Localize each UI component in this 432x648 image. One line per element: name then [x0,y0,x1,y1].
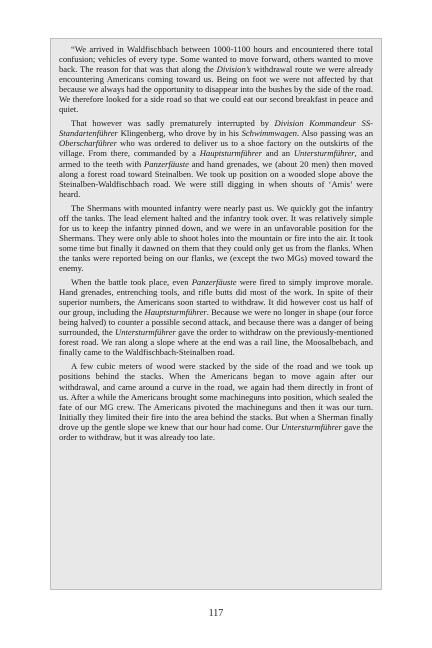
text-run: gave the order to withdraw on the previously-mentioned forest road. We ran along a slope where at the end was a rail line, the Moosalbebach, and finally came to the Waldfischbach-Steinalben road. [59,327,374,358]
quote-box [50,38,382,590]
text-run: The Shermans with mounted infantry were nearly past us. We quickly got the infantry off the tanks. The lead element halted and the infantry took over. It was relatively simple for us to keep the infantry pinned down, and we were in an unfavorable position for the Shermans. They were only able to shoot holes into the mountain or fire into the air. It took some time but finally it dawned on them that they could only get us from the flanks. When the tanks were reported being on our flanks, we (except the two MGs) moved toward the enemy. [59,202,373,273]
text-run: . Also passing was an [296,128,373,139]
text-run: who was ordered to deliver us to a shoe factory on the outskirts of the village. From there, commanded by a [59,138,373,159]
text-run: gave the order to withdraw, but it was already too late. [59,421,373,442]
text-run: A few cubic meters of wood were stacked by the side of the road and we took up positions behind the stacks. When the Americans began to move again after our withdrawal, and came around a curve in the road, we again had them directly in front of us. After a while the Americans brought some machineguns into position, which sealed the fate of our MG crew. The Americans pivoted the machineguns and then it was our turn. Initially they limited their fire into the area behind the stacks. But when a Sherman finally drove up the gentle slope we knew that our hour had come. Our [59,361,373,432]
paragraph-2 [59,118,373,198]
text-run: . Because we were no longer in shape (our force being halved) to counter a possible second attack, and because there was a danger of being surrounded, the [59,307,373,338]
italic-term: Untersturmführer [281,421,342,432]
text-run: , and armed to the teeth with [59,148,373,169]
italic-term: Division Kommandeur SS-Standartenführer [59,118,373,139]
italic-term: Untersturmführer [293,148,355,159]
italic-term: Panzerfäuste [144,158,189,169]
italic-term: Panzerfäuste [191,277,237,288]
paragraph-5 [59,361,373,441]
italic-term: Division’s [216,64,251,75]
text-run: That however was sadly prematurely interrupted by [71,118,275,129]
page-number: 117 [208,608,224,619]
text-run: When the battle took place, even [71,277,192,288]
text-run: and hand grenades, we (about 20 men) then moved along a forest road toward Steinalben. We took up position on a wooded slope above the Steinalben-Waldfischbach road. We were still digging in when shouts of ‘Amis’ were heard. [59,158,373,199]
italic-term: Hauptsturmführer [199,148,262,159]
italic-term: Untersturmführer [115,327,176,338]
text-run: withdrawal route we were already encountering Americans coming toward us. Being on foot we were not affected by that because we always had the opportunity to disappear into the bushes by the side of the road. We therefore looked for a side road so that we could eat our second breakfast in peace and quiet. [59,64,373,115]
text-run: “We arrived in Waldfischbach between 1000-1100 hours and encountered there total confusion; vehicles of every type. Some wanted to move forward, others wanted to move back. The reason for that was that along the [59,44,373,75]
italic-term: Schwimmwagen [241,128,297,139]
paragraph-3 [59,203,373,273]
text-run: and an [261,148,294,159]
text-run: were fired to simply improve morale. Hand grenades, entrenching tools, and rifle butts did most of the work. In spite of their superior numbers, the Americans soon started to withdraw. It did however cost us half of our group, including the [59,277,373,318]
italic-term: Hauptsturmführer [144,307,207,318]
paragraph-1 [59,44,373,114]
text-run: Klingenberg, who drove by in his [117,128,242,139]
paragraph-4 [59,277,373,357]
italic-term: Oberscharführer [59,138,117,149]
